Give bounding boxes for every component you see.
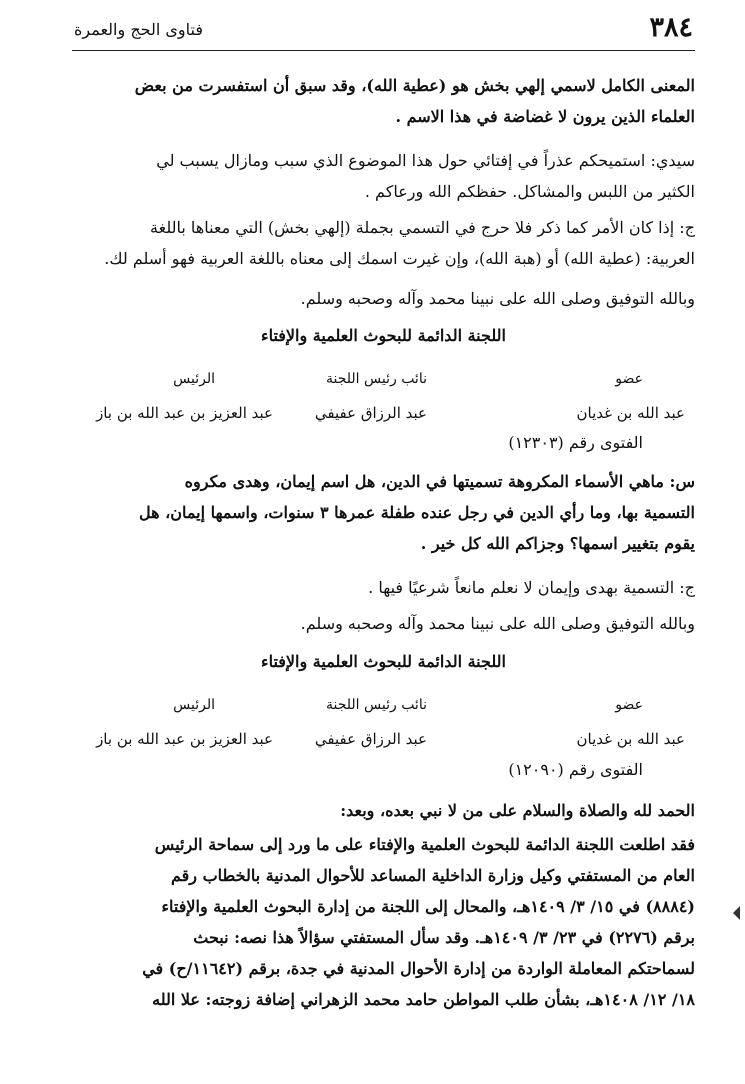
text-line: المعنى الكامل لاسمي إلهي بخش هو (عطية الله)، وقد سبق أن استفسرت من بعض: [134, 76, 695, 95]
intro-paragraph: [73, 70, 695, 132]
text-line: التسمية بها، وما رأي الدين في رجل عنده طفلة عمرها ٣ سنوات، واسمها إيمان، هل: [138, 503, 695, 522]
text-line: العلماء الذين يرون لا غضاضة في هذا الاسم .: [395, 107, 695, 126]
role-vice: نائب رئيس اللجنة: [326, 371, 427, 387]
role-chair: الرئيس: [173, 371, 215, 387]
role-chair: الرئيس: [173, 697, 215, 713]
text-line: العربية: (عطية الله) أو (هبة الله)، وإن غيرت اسمك إلى معناه باللغة العربية فهو أسلم لك.: [104, 249, 695, 268]
signatory-vice: عبد الرزاق عفيفي: [314, 404, 427, 422]
page-number: ٣٨٤: [649, 12, 693, 43]
text-line: فقد اطلعت اللجنة الدائمة للبحوث العلمية والإفتاء على ما ورد إلى سماحة الرئيس: [154, 835, 695, 854]
closing-line: وبالله التوفيق وصلى الله على نبينا محمد وآله وصحبه وسلم.: [300, 614, 695, 633]
text-line: س: ماهي الأسماء المكروهة تسميتها في الدين، هل اسم إيمان، وهدى مكروه: [184, 472, 695, 491]
role-vice: نائب رئيس اللجنة: [326, 697, 427, 713]
text-line: ج: إذا كان الأمر كما ذكر فلا حرج في التسمي بجملة (إلهي بخش) التي معناها باللغة: [150, 218, 695, 237]
salutation-line: الحمد لله والصلاة والسلام على من لا نبي بعده، وبعد:: [340, 801, 695, 820]
text-line: الكثير من اللبس والمشاكل. حفظكم الله ورعاكم .: [364, 182, 695, 201]
text-line: العام من المستفتي وكيل وزارة الداخلية المساعد للأحوال المدنية بالخطاب رقم: [170, 866, 695, 885]
fatwa-number: الفتوى رقم (١٢٣٠٣): [508, 433, 643, 452]
request-paragraph: [73, 145, 695, 207]
fatwa-number: الفتوى رقم (١٢٠٩٠): [508, 760, 643, 779]
role-member: عضو: [615, 697, 643, 713]
text-line: لسماحتكم المعاملة الواردة من إدارة الأحوال المدنية في جدة، برقم (١١٦٤٢/ح) في: [142, 959, 695, 978]
margin-mark-icon: [733, 906, 740, 920]
text-line: سيدي: استميحكم عذراً في إفتائي حول هذا الموضوع الذي سبب ومازال يسبب لي: [156, 151, 695, 170]
committee-title: اللجنة الدائمة للبحوث العلمية والإفتاء: [261, 326, 506, 345]
question-paragraph: [73, 466, 695, 559]
final-paragraph: [73, 829, 695, 1015]
text-line: ١٨/ ١٢/ ١٤٠٨هـ، بشأن طلب المواطن حامد محمد الزهراني إضافة زوجته: علا الله: [152, 990, 695, 1009]
signatory-chair: عبد العزيز بن عبد الله بن باز: [96, 404, 273, 422]
answer-line: ج: التسمية بهدى وإيمان لا نعلم مانعاً شرعيًا فيها .: [368, 578, 695, 597]
role-member: عضو: [615, 371, 643, 387]
book-title: فتاوى الحج والعمرة: [74, 20, 203, 39]
answer-paragraph: [73, 212, 695, 274]
text-line: يقوم بتغيير اسمها؟ وجزاكم الله كل خير .: [420, 534, 695, 553]
text-line: (٨٨٨٤) في ١٥/ ٣/ ١٤٠٩هـ، والمحال إلى اللجنة من إدارة البحوث العلمية والإفتاء: [161, 897, 695, 916]
text-line: برقم (٢٢٧٦) في ٢٣/ ٣/ ١٤٠٩هـ. وقد سأل المستفتي سؤالاً هذا نصه: نبحث: [193, 928, 695, 947]
signatory-member: عبد الله بن غديان: [576, 730, 685, 748]
closing-line: وبالله التوفيق وصلى الله على نبينا محمد وآله وصحبه وسلم.: [300, 289, 695, 308]
signatory-chair: عبد العزيز بن عبد الله بن باز: [96, 730, 273, 748]
header-divider: [72, 50, 695, 51]
signatory-vice: عبد الرزاق عفيفي: [314, 730, 427, 748]
signatory-member: عبد الله بن غديان: [576, 404, 685, 422]
committee-title: اللجنة الدائمة للبحوث العلمية والإفتاء: [261, 652, 506, 671]
